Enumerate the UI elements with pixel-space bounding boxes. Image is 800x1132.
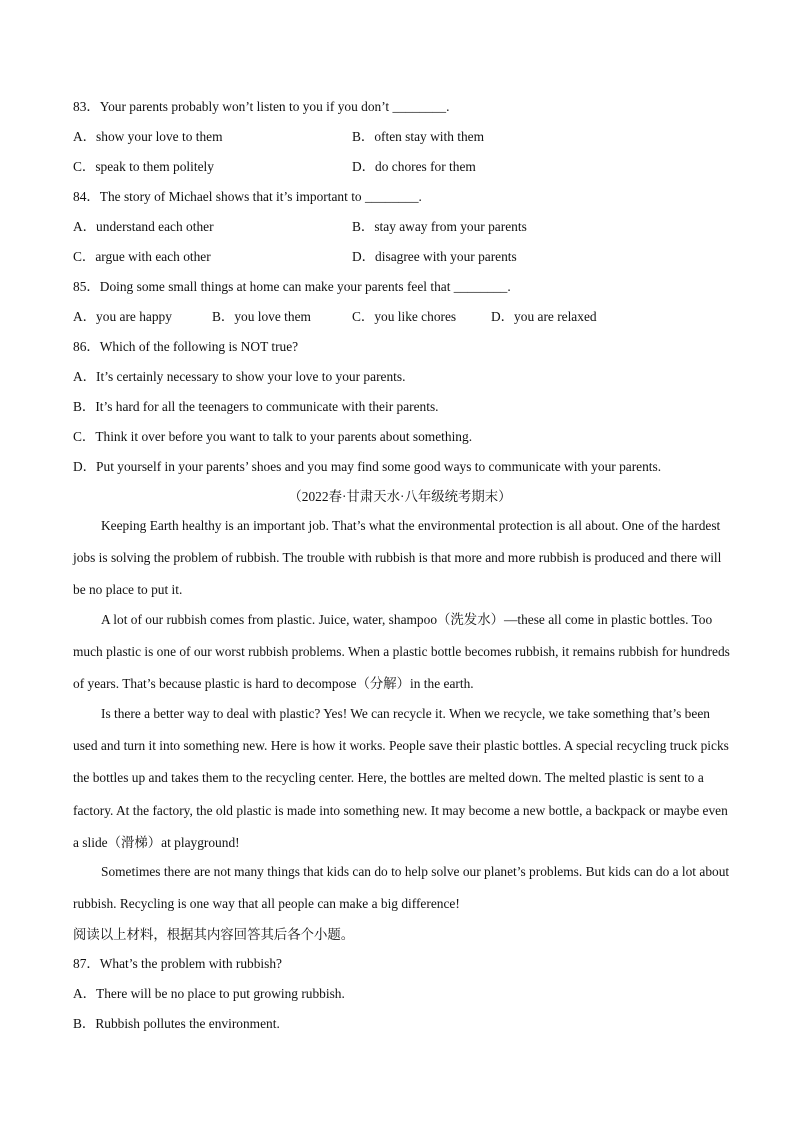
q85-option-d: D．you are relaxed: [491, 309, 597, 324]
passage-paragraph-3-text: Is there a better way to deal with plastic? Yes! We can recycle it. When we recycle, we take something that’s been used and turn it into something new. Here is how it works. People save their plastic bottles. A special recycling truck picks the bottles up and takes them to the recycling center. Here, the bottles are melted down. The melted plastic is sent to a factory. At the factory, the old plastic is made into something new. It may become a new bottle, a backpack or maybe even a slide（滑梯）at playground!: [73, 706, 729, 850]
q84-option-c: C．argue with each other: [73, 249, 211, 264]
passage-paragraph-1-text: Keeping Earth healthy is an important job. That’s what the environmental protection is all about. One of the hardest jobs is solving the problem of rubbish. The trouble with rubbish is that more and more rubbish is produced and there will be no place to put it.: [73, 518, 722, 598]
q85-option-b: B．you love them: [212, 309, 311, 324]
q85-option-a: A．you are happy: [73, 309, 172, 324]
q83-option-b: B．often stay with them: [352, 129, 485, 144]
q87-stem: 87．What’s the problem with rubbish?: [73, 956, 283, 971]
q83-option-d: D．do chores for them: [352, 159, 476, 174]
q84-option-b: B．stay away from your parents: [352, 219, 527, 234]
q87-option-b: B．Rubbish pollutes the environment.: [73, 1016, 280, 1031]
passage-paragraph-2-text: A lot of our rubbish comes from plastic. Juice, water, shampoo（洗发水）—these all come in plastic bottles. Too much plastic is one of our worst rubbish problems. When a plastic bottle becomes rubbish, it remains rubbish for hundreds of years. That’s because plastic is hard to decompose（分解）in the earth.: [73, 612, 730, 692]
q83-stem: 83．Your parents probably won’t listen to you if you don’t ________.: [73, 99, 450, 114]
q84-option-d: D．disagree with your parents: [352, 249, 517, 264]
q86-stem: 86．Which of the following is NOT true?: [73, 339, 299, 354]
q84-option-a: A．understand each other: [73, 219, 214, 234]
passage-paragraph-1: [73, 510, 733, 607]
q85-stem: 85．Doing some small things at home can make your parents feel that ________.: [73, 279, 511, 294]
passage-paragraph-2: [73, 604, 733, 701]
passage-paragraph-4: [73, 856, 733, 920]
q83-option-a: A．show your love to them: [73, 129, 223, 144]
passage-paragraph-3: [73, 698, 733, 859]
q86-option-a: A．It’s certainly necessary to show your love to your parents.: [73, 369, 406, 384]
q85-option-c: C．you like chores: [352, 309, 457, 324]
passage-instruction: 阅读以上材料，根据其内容回答其后各个小题。: [73, 927, 355, 942]
passage-paragraph-4-text: Sometimes there are not many things that kids can do to help solve our planet’s problems. But kids can do a lot about rubbish. Recycling is one way that all people can make a big difference!: [73, 864, 730, 912]
q87-option-a: A．There will be no place to put growing rubbish.: [73, 986, 345, 1001]
passage-source: （2022春·甘肃天水·八年级统考期末）: [288, 489, 512, 504]
q86-option-c: C．Think it over before you want to talk to your parents about something.: [73, 429, 473, 444]
q86-option-b: B．It’s hard for all the teenagers to communicate with their parents.: [73, 399, 439, 414]
q83-option-c: C．speak to them politely: [73, 159, 214, 174]
q86-option-d: D．Put yourself in your parents’ shoes and you may find some good ways to communicate with your parents.: [73, 459, 662, 474]
q84-stem: 84．The story of Michael shows that it’s important to ________.: [73, 189, 422, 204]
